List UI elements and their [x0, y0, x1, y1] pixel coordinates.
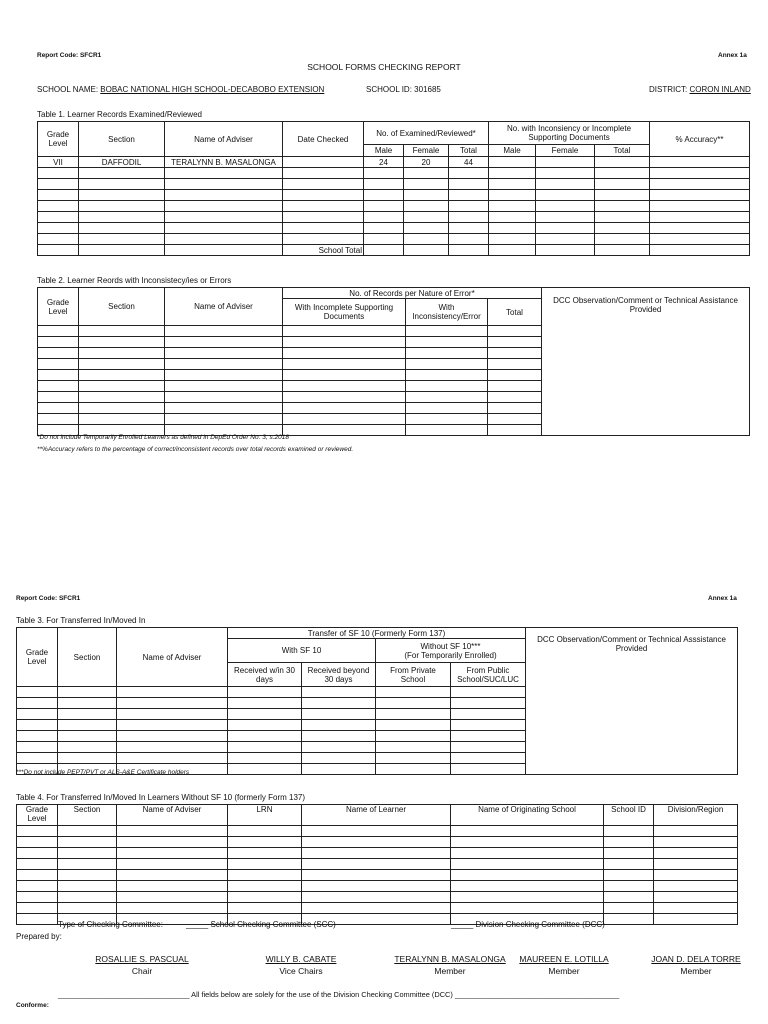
- t4-origin-header: Name of Originating School: [451, 805, 604, 826]
- t3-public-header: From Public School/SUC/LUC: [451, 663, 526, 687]
- t2-grade-header: Grade Level: [38, 288, 79, 326]
- t3-with-sf10-header: With SF 10: [228, 639, 376, 663]
- report-code: Report Code: SFCR1: [37, 52, 102, 59]
- school-id-label: SCHOOL ID:: [366, 85, 412, 94]
- signatory-role: Member: [680, 966, 712, 976]
- t3-dcc-cell: [526, 628, 738, 775]
- signatory-3: [384, 954, 516, 976]
- t1-grade-header: Grade Level: [38, 122, 79, 157]
- cell-female: 20: [404, 157, 449, 168]
- cell-total: 44: [449, 157, 489, 168]
- cell-i-female: [536, 157, 595, 168]
- t2-nature-header: No. of Records per Nature of Error*: [283, 288, 542, 299]
- t1-i-total-header: Total: [595, 145, 650, 157]
- cell-accuracy: [650, 157, 750, 168]
- t3-transfer-header: Transfer of SF 10 (Formerly Form 137): [228, 628, 526, 639]
- t1-male-header: Male: [364, 145, 404, 157]
- t2-incomplete-header: With Incomplete Supporting Documents: [283, 299, 406, 326]
- district-label: DISTRICT:: [649, 85, 688, 94]
- signatory-name: WILLY B. CABATE: [265, 954, 337, 964]
- district-value: CORON INLAND: [689, 85, 751, 94]
- cell-i-total: [595, 157, 650, 168]
- school-id-value: 301685: [414, 85, 441, 94]
- t3-without-sf10-sub: (For Temporarily Enrolled): [404, 650, 497, 660]
- t2-inconsistency-header: With Inconsistency/Error: [406, 299, 488, 326]
- t4-school-id-header: School ID: [604, 805, 654, 826]
- signatory-role: Member: [434, 966, 466, 976]
- table4: [16, 804, 738, 925]
- signatory-name: ROSALLIE S. PASCUAL: [95, 954, 189, 964]
- cell-date: [283, 157, 364, 168]
- t4-section-header: Section: [58, 805, 117, 826]
- t4-grade-header: Grade Level: [17, 805, 58, 826]
- scc-option: _____ School Checking Committee (SCC): [186, 920, 336, 929]
- cell-section: DAFFODIL: [79, 157, 165, 168]
- dcc-option: _____ Division Checking Committee (DCC): [451, 920, 605, 929]
- cell-adviser: TERALYNN B. MASALONGA: [165, 157, 283, 168]
- t3-dcc-header: DCC Observation/Comment or Technical Asssistance Provided: [537, 635, 726, 653]
- note-2: **%Accuracy refers to the percentage of correct/inconsistent records over total records examined or reviewed.: [37, 446, 354, 453]
- t3-adviser-header: Name of Adviser: [117, 628, 228, 687]
- annex-label-2: Annex 1a: [708, 595, 737, 602]
- t4-lrn-header: LRN: [228, 805, 302, 826]
- table3: [16, 627, 738, 775]
- table4-caption: Table 4. For Transferred In/Moved In Learners Without SF 10 (formerly Form 137): [16, 793, 305, 802]
- t2-adviser-header: Name of Adviser: [165, 288, 283, 326]
- table2: [37, 287, 750, 436]
- cell-grade: VII: [38, 157, 79, 168]
- t2-dcc-cell: [542, 288, 750, 436]
- signatory-2: [246, 954, 356, 976]
- school-name-label: SCHOOL NAME:: [37, 85, 99, 94]
- signatory-role: Member: [548, 966, 580, 976]
- signatory-4: [514, 954, 614, 976]
- district-row: [649, 85, 751, 94]
- t4-division-header: Division/Region: [654, 805, 738, 826]
- report-code-2: Report Code: SFCR1: [16, 595, 81, 602]
- t3-without-sf10-cell: [376, 639, 526, 663]
- t1-adviser-header: Name of Adviser: [165, 122, 283, 157]
- school-name-value: BOBAC NATIONAL HIGH SCHOOL-DECABOBO EXTENSION: [100, 85, 325, 94]
- committee-type-label: Type of Checking Committee:: [58, 920, 163, 929]
- table3-note: ***Do not include PEPT/PVT or ALS-A&E Certificate holders: [16, 769, 190, 776]
- table3-caption: Table 3. For Transferred In/Moved In: [16, 616, 146, 625]
- note-1: *Do not include Temporarily Enrolled Learners as defined in DepEd Order No. 3, s.2018: [37, 434, 289, 441]
- signatory-name: TERALYNN B. MASALONGA: [394, 954, 506, 964]
- signatory-name: MAUREEN E. LOTILLA: [519, 954, 609, 964]
- t4-adviser-header: Name of Adviser: [117, 805, 228, 826]
- t3-section-header: Section: [58, 628, 117, 687]
- t4-learner-header: Name of Learner: [302, 805, 451, 826]
- table1: [37, 121, 750, 256]
- annex-label: Annex 1a: [718, 52, 747, 59]
- t1-empty-rows: [38, 168, 750, 245]
- table1-caption: Table 1. Learner Records Examined/Reviewed: [37, 110, 202, 119]
- prepared-by-label: Prepared by:: [16, 932, 62, 941]
- t2-total-header: Total: [488, 299, 542, 326]
- cell-i-male: [489, 157, 536, 168]
- signatory-5: [646, 954, 746, 976]
- t1-female-header: Female: [404, 145, 449, 157]
- dcc-use-line: ________________________________ All fields below are solely for the use of the Division Checking Committee (DCC) ________________________________________: [58, 990, 620, 999]
- t1-accuracy-header: % Accuracy**: [650, 122, 750, 157]
- cell-male: 24: [364, 157, 404, 168]
- school-name-row: [37, 85, 324, 94]
- school-id-row: [366, 85, 441, 94]
- t2-section-header: Section: [79, 288, 165, 326]
- t3-grade-header: Grade Level: [17, 628, 58, 687]
- t3-private-header: From Private School: [376, 663, 451, 687]
- t3-within30-header: Received w/in 30 days: [228, 663, 302, 687]
- t1-section-header: Section: [79, 122, 165, 157]
- signatory-name: JOAN D. DELA TORRE: [651, 954, 741, 964]
- t2-dcc-header: DCC Observation/Comment or Technical Assistance Provided: [553, 296, 738, 314]
- t1-total-header: Total: [449, 145, 489, 157]
- t1-school-total: School Total: [283, 245, 364, 256]
- signatory-role: Chair: [131, 966, 153, 976]
- signatory-1: [86, 954, 198, 976]
- table2-caption: Table 2. Learner Reords with Inconsistecy/ies or Errors: [37, 276, 232, 285]
- t1-date-header: Date Checked: [283, 122, 364, 157]
- table-row: [38, 157, 750, 168]
- conforme-label: Conforme:: [16, 1002, 49, 1009]
- t3-without-sf10-header: Without SF 10***: [420, 641, 481, 651]
- t3-beyond30-header: Received beyond 30 days: [302, 663, 376, 687]
- t1-examined-header: No. of Examined/Reviewed*: [364, 122, 489, 145]
- t1-inconsistency-header: No. with Inconsiency or Incomplete Supporting Documents: [489, 122, 650, 145]
- t1-i-male-header: Male: [489, 145, 536, 157]
- t1-i-female-header: Female: [536, 145, 595, 157]
- report-title: SCHOOL FORMS CHECKING REPORT: [307, 62, 461, 72]
- signatory-role: Vice Chairs: [279, 966, 323, 976]
